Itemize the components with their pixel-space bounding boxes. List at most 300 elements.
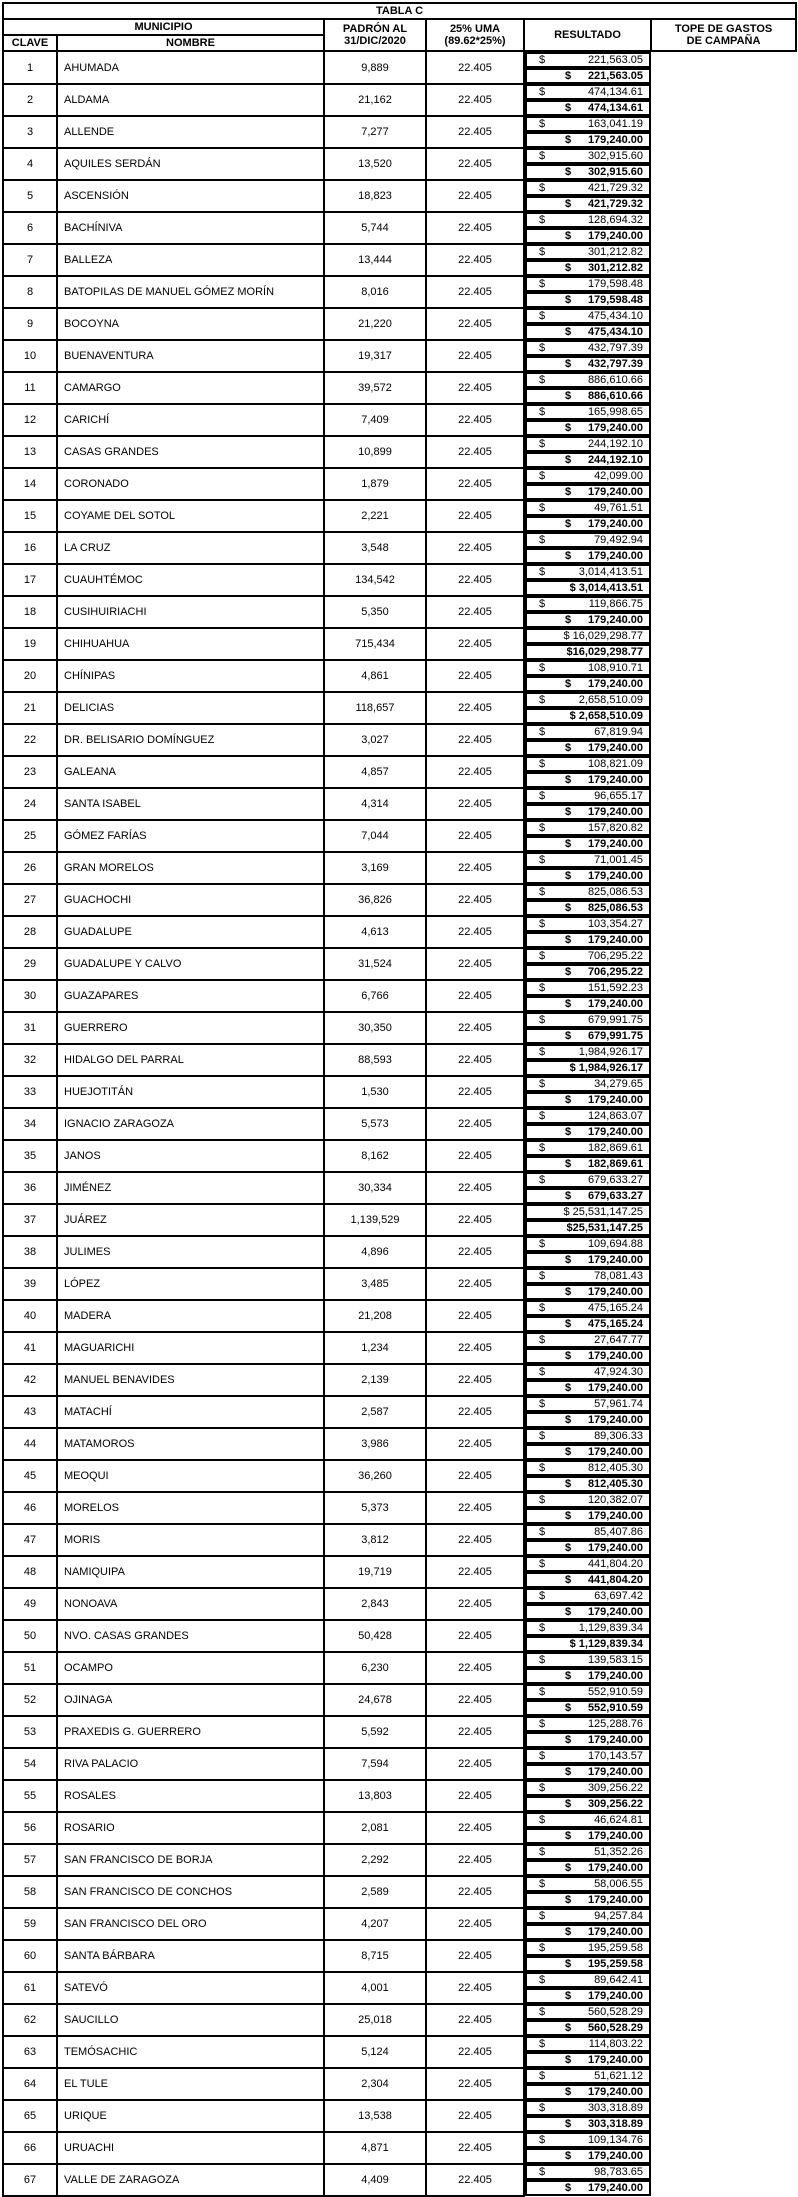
padron-cell: 6,766 [324,980,426,1012]
tope-cell [525,1668,651,1684]
clave-cell: 24 [3,788,57,820]
municipio-name-cell: ALDAMA [57,84,324,116]
municipio-name-cell: SANTA ISABEL [57,788,324,820]
clave-cell: 36 [3,1172,57,1204]
table-row [3,2036,796,2068]
resultado-cell [525,2036,651,2052]
currency-symbol: $ [565,390,572,402]
clave-cell: 35 [3,1140,57,1172]
table-row [3,468,796,500]
column-header-uma-line1: 25% UMA [449,23,501,35]
resultado-cell [525,2100,651,2116]
amount: 706,295.22 [587,966,643,978]
currency-symbol: $ [539,1974,546,1986]
tope-cell [525,1316,651,1332]
column-header-padron-line2: 31/DIC/2020 [344,35,406,47]
padron-cell: 13,520 [324,148,426,180]
tope-cell [525,1636,651,1652]
tope-cell [525,1956,651,1972]
clave-cell: 27 [3,884,57,916]
amount: 119,866.75 [588,598,643,610]
uma-cell: 22.405 [426,1620,524,1652]
uma-cell: 22.405 [426,2164,524,2196]
currency-symbol: $ [565,1734,572,1746]
currency-symbol: $ [539,1750,546,1762]
currency-symbol: $ [565,70,572,82]
currency-symbol: $ [539,886,546,898]
uma-cell: 22.405 [426,1716,524,1748]
padron-cell: 1,139,529 [324,1204,426,1236]
padron-cell: 5,744 [324,212,426,244]
amount: 221,563.05 [587,54,643,66]
clave-cell: 57 [3,1844,57,1876]
tope-cell [525,260,651,276]
resultado-cell [525,660,651,676]
amount: 63,697.42 [594,1590,643,1602]
amount: $ 1,984,926.17 [569,1062,643,1074]
amount: 79,492.94 [594,534,643,546]
clave-cell: 43 [3,1396,57,1428]
municipio-name-cell: ASCENSIÓN [57,180,324,212]
amount: 475,434.10 [587,310,643,322]
currency-symbol: $ [565,1030,572,1042]
padron-cell: 1,234 [324,1332,426,1364]
currency-symbol: $ [539,2166,546,2178]
padron-cell: 715,434 [324,628,426,660]
uma-cell: 22.405 [426,1556,524,1588]
currency-symbol: $ [539,854,546,866]
resultado-cell [525,276,651,292]
currency-symbol: $ [539,502,546,514]
uma-cell: 22.405 [426,436,524,468]
resultado-cell [525,1076,651,1092]
currency-symbol: $ [539,1046,546,1058]
table-row [3,1012,796,1044]
uma-cell: 22.405 [426,84,524,116]
uma-cell: 22.405 [426,340,524,372]
resultado-cell [525,788,651,804]
currency-symbol: $ [539,1238,546,1250]
resultado-cell [525,500,651,516]
currency-symbol: $ [565,774,572,786]
tope-cell [525,1348,651,1364]
amount: 195,259.58 [587,1958,643,1970]
table-row [3,84,796,116]
uma-cell: 22.405 [426,692,524,724]
uma-cell: 22.405 [426,1748,524,1780]
padron-cell: 4,409 [324,2164,426,2196]
resultado-cell [525,1716,651,1732]
amount: 179,240.00 [587,998,643,1010]
municipio-name-cell: GALEANA [57,756,324,788]
tope-cell [525,1732,651,1748]
clave-cell: 8 [3,276,57,308]
amount: 179,240.00 [587,2054,643,2066]
tope-cell [525,1540,651,1556]
currency-symbol: $ [539,694,546,706]
amount: 179,598.48 [587,278,643,290]
resultado-cell [525,1204,651,1220]
currency-symbol: $ [539,1654,546,1666]
clave-cell: 21 [3,692,57,724]
padron-cell: 3,812 [324,1524,426,1556]
tope-cell [525,1988,651,2004]
padron-cell: 2,139 [324,1364,426,1396]
resultado-cell [525,148,651,164]
tope-cell [525,2020,651,2036]
municipio-name-cell: CORONADO [57,468,324,500]
currency-symbol: $ [565,198,572,210]
municipio-name-cell: MORELOS [57,1492,324,1524]
currency-symbol: $ [565,742,572,754]
clave-cell: 12 [3,404,57,436]
currency-symbol: $ [565,1286,572,1298]
uma-cell: 22.405 [426,1236,524,1268]
currency-symbol: $ [539,1558,546,1570]
amount: 179,240.00 [587,678,643,690]
resultado-cell [525,2004,651,2020]
tope-cell [525,836,651,852]
amount: 179,240.00 [587,1414,643,1426]
tope-cell [525,68,651,84]
clave-cell: 66 [3,2132,57,2164]
amount: 179,240.00 [587,1254,643,1266]
municipio-name-cell: EL TULE [57,2068,324,2100]
municipio-name-cell: AHUMADA [57,51,324,84]
amount: 179,240.00 [587,870,643,882]
table-row [3,1908,796,1940]
currency-symbol: $ [539,1494,546,1506]
amount: 475,165.24 [587,1302,643,1314]
uma-cell: 22.405 [426,1364,524,1396]
municipio-name-cell: SAN FRANCISCO DE BORJA [57,1844,324,1876]
currency-symbol: $ [539,150,546,162]
amount: 182,869.61 [587,1142,643,1154]
tope-cell [525,196,651,212]
resultado-cell [525,596,651,612]
currency-symbol: $ [565,1542,572,1554]
amount: 179,240.00 [587,1990,643,2002]
amount: 179,240.00 [587,1126,643,1138]
uma-cell: 22.405 [426,596,524,628]
padron-cell: 5,124 [324,2036,426,2068]
currency-symbol: $ [539,534,546,546]
amount: 27,647.77 [594,1334,643,1346]
amount: 58,006.55 [594,1878,643,1890]
amount: 51,352.26 [594,1846,643,1858]
clave-cell: 53 [3,1716,57,1748]
table-row [3,2068,796,2100]
table-row [3,1460,796,1492]
padron-cell: 18,823 [324,180,426,212]
column-header-municipio: MUNICIPIO [3,19,324,35]
currency-symbol: $ [565,2022,572,2034]
padron-cell: 19,719 [324,1556,426,1588]
padron-cell: 19,317 [324,340,426,372]
currency-symbol: $ [539,566,546,578]
resultado-cell [525,404,651,420]
clave-cell: 17 [3,564,57,596]
clave-cell: 63 [3,2036,57,2068]
currency-symbol: $ [565,1158,572,1170]
uma-cell: 22.405 [426,1076,524,1108]
municipio-name-cell: BUENAVENTURA [57,340,324,372]
uma-cell: 22.405 [426,948,524,980]
currency-symbol: $ [565,134,572,146]
currency-symbol: $ [565,1830,572,1842]
amount: 179,240.00 [587,1766,643,1778]
uma-cell: 22.405 [426,2036,524,2068]
uma-cell: 22.405 [426,1908,524,1940]
padron-cell: 5,350 [324,596,426,628]
uma-cell: 22.405 [426,1140,524,1172]
resultado-cell [525,1044,651,1060]
amount: 125,288.76 [587,1718,643,1730]
currency-symbol: $ [565,1126,572,1138]
municipio-name-cell: GUACHOCHI [57,884,324,916]
amount: 96,655.17 [594,790,643,802]
column-header-uma-line2: (89.62*25%) [444,35,506,47]
padron-cell: 13,444 [324,244,426,276]
uma-cell: 22.405 [426,884,524,916]
clave-cell: 54 [3,1748,57,1780]
amount: 301,212.82 [587,262,643,274]
currency-symbol: $ [565,870,572,882]
padron-cell: 7,594 [324,1748,426,1780]
clave-cell: 48 [3,1556,57,1588]
clave-cell: 14 [3,468,57,500]
municipio-name-cell: JIMÉNEZ [57,1172,324,1204]
uma-cell: 22.405 [426,564,524,596]
table-row [3,724,796,756]
clave-cell: 30 [3,980,57,1012]
currency-symbol: $ [565,678,572,690]
padron-cell: 8,715 [324,1940,426,1972]
tope-cell [525,1828,651,1844]
resultado-cell [525,1684,651,1700]
uma-cell: 22.405 [426,1524,524,1556]
amount: 679,633.27 [587,1190,643,1202]
currency-symbol: $ [565,1990,572,2002]
resultado-cell [525,1332,651,1348]
amount: 179,240.00 [587,230,643,242]
resultado-cell [525,1940,651,1956]
padron-cell: 6,230 [324,1652,426,1684]
uma-cell: 22.405 [426,916,524,948]
uma-cell: 22.405 [426,628,524,660]
table-title-row [3,3,796,19]
resultado-cell [525,2068,651,2084]
tope-cell [525,1188,651,1204]
tope-cell [525,452,651,468]
currency-symbol: $ [565,262,572,274]
currency-symbol: $ [539,1622,546,1634]
currency-symbol: $ [565,2150,572,2162]
resultado-cell [525,1524,651,1540]
clave-cell: 59 [3,1908,57,1940]
resultado-cell [525,1556,651,1572]
currency-symbol: $ [565,1190,572,1202]
currency-symbol: $ [539,1078,546,1090]
column-header-tope-line1: TOPE DE GASTOS [674,23,773,35]
tope-cell [525,2084,651,2100]
tope-cell [525,2116,651,2132]
table-row [3,1556,796,1588]
amount: 51,621.12 [594,2070,643,2082]
clave-cell: 29 [3,948,57,980]
table-row [3,1844,796,1876]
municipio-name-cell: GÓMEZ FARÍAS [57,820,324,852]
amount: 179,240.00 [587,134,643,146]
currency-symbol: $ [539,982,546,994]
resultado-cell [525,1396,651,1412]
uma-cell: 22.405 [426,404,524,436]
resultado-cell [525,1012,651,1028]
clave-cell: 61 [3,1972,57,2004]
currency-symbol: $ [565,1254,572,1266]
amount: 47,924.30 [594,1366,643,1378]
currency-symbol: $ [539,438,546,450]
currency-symbol: $ [565,422,572,434]
tope-cell [525,1220,651,1236]
amount: 179,240.00 [587,934,643,946]
tope-cell [525,1028,651,1044]
padron-cell: 3,986 [324,1428,426,1460]
currency-symbol: $ [565,2182,572,2194]
currency-symbol: $ [565,1382,572,1394]
tope-cell [525,292,651,308]
amount: 475,165.24 [587,1318,643,1330]
table-row [3,1396,796,1428]
amount: 179,240.00 [587,550,643,562]
currency-symbol: $ [539,918,546,930]
table-row [3,596,796,628]
municipio-name-cell: ROSARIO [57,1812,324,1844]
currency-symbol: $ [539,214,546,226]
currency-symbol: $ [539,310,546,322]
municipio-name-cell: RIVA PALACIO [57,1748,324,1780]
amount: $ 3,014,413.51 [569,582,643,594]
tope-cell [525,548,651,564]
padron-cell: 21,162 [324,84,426,116]
table-row [3,1492,796,1524]
padron-cell: 2,221 [324,500,426,532]
amount: 179,240.00 [587,1382,643,1394]
uma-cell: 22.405 [426,1876,524,1908]
currency-symbol: $ [539,2006,546,2018]
amount: 886,610.66 [587,390,643,402]
padron-cell: 134,542 [324,564,426,596]
resultado-cell [525,308,651,324]
table-row [3,1364,796,1396]
currency-symbol: $ [565,902,572,914]
municipio-name-cell: BACHÍNIVA [57,212,324,244]
uma-cell: 22.405 [426,820,524,852]
currency-symbol: $ [565,1670,572,1682]
resultado-cell [525,1748,651,1764]
currency-symbol: $ [539,246,546,258]
amount: 679,991.75 [587,1014,643,1026]
amount: 108,910.71 [587,662,643,674]
padron-cell: 7,409 [324,404,426,436]
currency-symbol: $ [565,1958,572,1970]
amount: 474,134.61 [587,102,643,114]
uma-cell: 22.405 [426,116,524,148]
table-row [3,1972,796,2004]
tope-cell [525,1060,651,1076]
municipio-name-cell: ROSALES [57,1780,324,1812]
padron-cell: 3,548 [324,532,426,564]
municipio-name-cell: PRAXEDIS G. GUERRERO [57,1716,324,1748]
currency-symbol: $ [565,1798,572,1810]
municipio-name-cell: COYAME DEL SOTOL [57,500,324,532]
tope-cell [525,1796,651,1812]
currency-symbol: $ [565,358,572,370]
clave-cell: 37 [3,1204,57,1236]
currency-symbol: $ [565,1350,572,1362]
municipio-name-cell: MAGUARICHI [57,1332,324,1364]
uma-cell: 22.405 [426,276,524,308]
clave-cell: 11 [3,372,57,404]
resultado-cell [525,1780,651,1796]
column-header-clave: CLAVE [3,35,57,51]
currency-symbol: $ [539,118,546,130]
padron-cell: 39,572 [324,372,426,404]
tope-cell [525,1892,651,1908]
padron-cell: 30,334 [324,1172,426,1204]
padron-cell: 5,592 [324,1716,426,1748]
tope-cell [525,1476,651,1492]
clave-cell: 13 [3,436,57,468]
clave-cell: 52 [3,1684,57,1716]
amount: 244,192.10 [587,454,643,466]
municipio-name-cell: OCAMPO [57,1652,324,1684]
resultado-cell [525,1268,651,1284]
table-row [3,1332,796,1364]
clave-cell: 23 [3,756,57,788]
currency-symbol: $ [539,278,546,290]
tope-cell [525,580,651,596]
amount: 89,306.33 [594,1430,643,1442]
uma-cell: 22.405 [426,180,524,212]
amount: 179,240.00 [587,1862,643,1874]
column-header-nombre: NOMBRE [57,35,324,51]
padron-cell: 4,896 [324,1236,426,1268]
table-row [3,1812,796,1844]
amount: 302,915.60 [587,150,643,162]
amount: 78,081.43 [594,1270,643,1282]
resultado-cell [525,340,651,356]
municipio-name-cell: NONOAVA [57,1588,324,1620]
clave-cell: 1 [3,51,57,84]
table-row [3,852,796,884]
tope-cell [525,804,651,820]
currency-symbol: $ [539,1334,546,1346]
padron-cell: 4,861 [324,660,426,692]
amount: 179,598.48 [587,294,643,306]
municipio-name-cell: ALLENDE [57,116,324,148]
uma-cell: 22.405 [426,1108,524,1140]
resultado-cell [525,1972,651,1988]
amount: 179,240.00 [587,1094,643,1106]
currency-symbol: $ [539,790,546,802]
resultado-cell [525,724,651,740]
municipio-name-cell: SAUCILLO [57,2004,324,2036]
amount: 421,729.32 [587,182,643,194]
currency-symbol: $ [565,1606,572,1618]
column-header-padron-line1: PADRÓN AL [342,23,408,35]
currency-symbol: $ [539,1590,546,1602]
